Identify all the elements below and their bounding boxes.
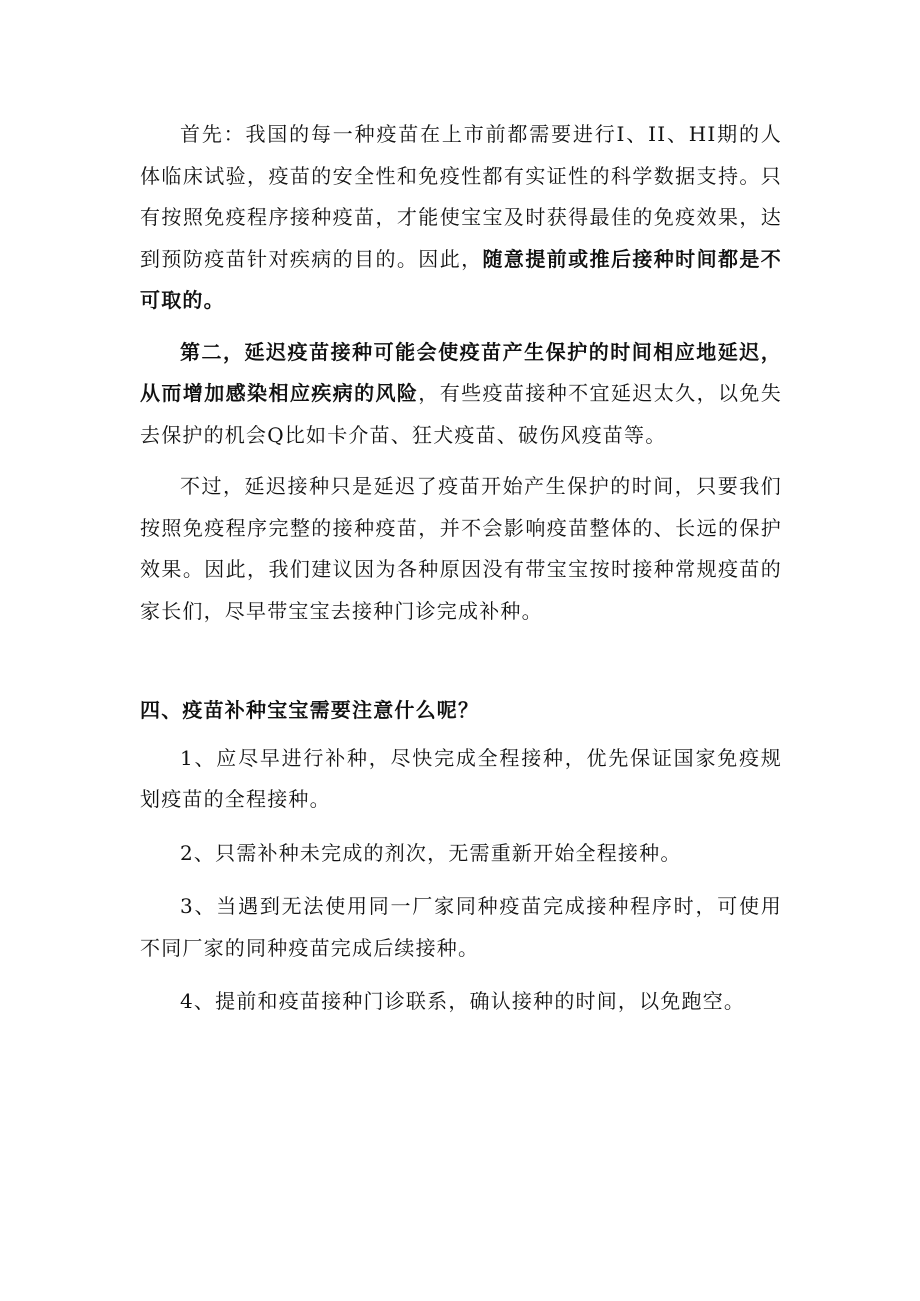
paragraph-delay-risk <box>140 332 782 457</box>
paragraph-vaccine-trials <box>140 114 782 322</box>
list-item: 4、提前和疫苗接种门诊联系，确认接种的时间，以免跑空。 <box>180 989 746 1013</box>
paragraph-emphasis: 第二，延迟疫苗接种可能会使疫苗产生保护的时间相应地延迟，从而增加感染相应疾病的风险 <box>140 339 782 405</box>
paragraph-text: 首先：我国的每一种疫苗在上市前都需要进行I、II、HI期的人体临床试验，疫苗的安全性和免疫性都有实证性的科学数据支持。只有按照免疫程序接种疫苗，才能使宝宝及时获得最佳的免疫效果，达到预防疫苗针对疾病的目的。因此， <box>140 122 782 271</box>
list-item: 2、只需补种未完成的剂次，无需重新开始全程接种。 <box>180 840 682 865</box>
paragraph-catch-up-advice: 不过，延迟接种只是延迟了疫苗开始产生保护的时间，只要我们按照免疫程序完整的接种疫苗，并不会影响疫苗整体的、长远的保护效果。因此，我们建议因为各种原因没有带宝宝按时接种常规疫苗的家长们，尽早带宝宝去接种门诊完成补种。 <box>140 474 782 623</box>
document-page <box>140 114 782 1035</box>
paragraph-text: ，有些疫苗接种不宜延迟太久，以免失去保护的机会Q比如卡介苗、狂犬疫苗、破伤风疫苗等。 <box>140 381 782 447</box>
paragraph-emphasis: 随意提前或推后接种时间都是不可取的。 <box>140 246 782 312</box>
list-item: 1、应尽早进行补种，尽快完成全程接种，优先保证国家免疫规划疫苗的全程接种。 <box>140 745 782 811</box>
section-heading: 四、疫苗补种宝宝需要注意什么呢？ <box>140 698 480 722</box>
list-item: 3、当遇到无法使用同一厂家同种疫苗完成接种程序时，可使用不同厂家的同种疫苗完成后续接种。 <box>140 894 782 960</box>
